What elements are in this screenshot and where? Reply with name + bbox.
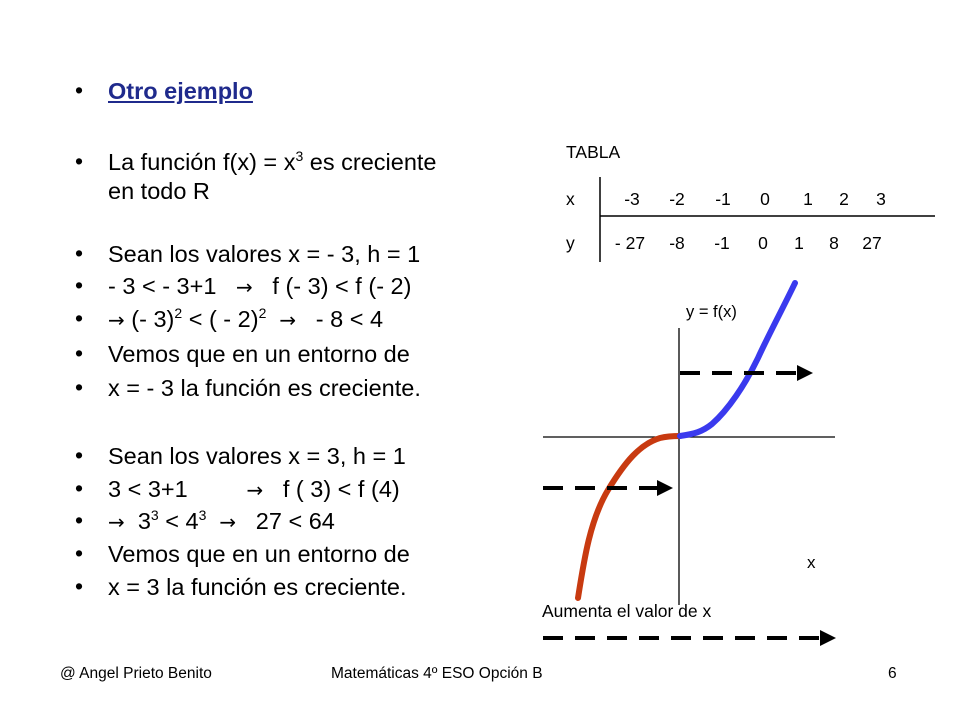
tabla-y-cell: 0 [758,233,768,253]
tabla-x-cell: 3 [876,189,886,209]
tabla-y-cell: -8 [669,233,685,253]
tabla-title: TABLA [566,142,621,162]
arrow-icon: → [108,308,125,332]
tabla-y-cell: 27 [862,233,882,253]
tabla-x-cell: 2 [839,189,849,209]
tabla-y-cell: - 27 [614,233,646,253]
tabla-x-cell: -3 [624,189,640,209]
tabla-x-cell: -1 [715,189,731,209]
tabla-y-label: y [566,233,575,253]
arrow-icon: → [219,510,237,534]
arrowhead-lower [657,480,673,496]
arrow-icon: → [108,510,125,534]
footer-page-number: 6 [888,665,897,682]
arrow-icon: → [279,308,297,332]
tabla-x-cell: 0 [760,189,770,209]
footer-author: @ Angel Prieto Benito [60,665,212,682]
arrowhead-upper [797,365,813,381]
tabla-y-cell: 1 [794,233,804,253]
bullet-dot: • [75,77,84,103]
curve-left [578,436,680,598]
tabla-y-cell: 8 [829,233,839,253]
tabla-y-cell: -1 [714,233,730,253]
tabla-x-cell: 1 [803,189,813,209]
graph-caption: Aumenta el valor de x [542,601,712,621]
arrowhead-bottom [820,630,836,646]
tabla-x-label: x [566,189,575,209]
arrow-icon: → [236,275,253,299]
arrow-icon: → [246,478,264,502]
title-link[interactable]: Otro ejemplo [108,78,253,104]
tabla-x-cell: -2 [669,189,685,209]
y-axis-label: y = f(x) [686,303,737,321]
footer-course: Matemáticas 4º ESO Opción B [331,665,543,682]
x-axis-label: x [807,553,816,572]
